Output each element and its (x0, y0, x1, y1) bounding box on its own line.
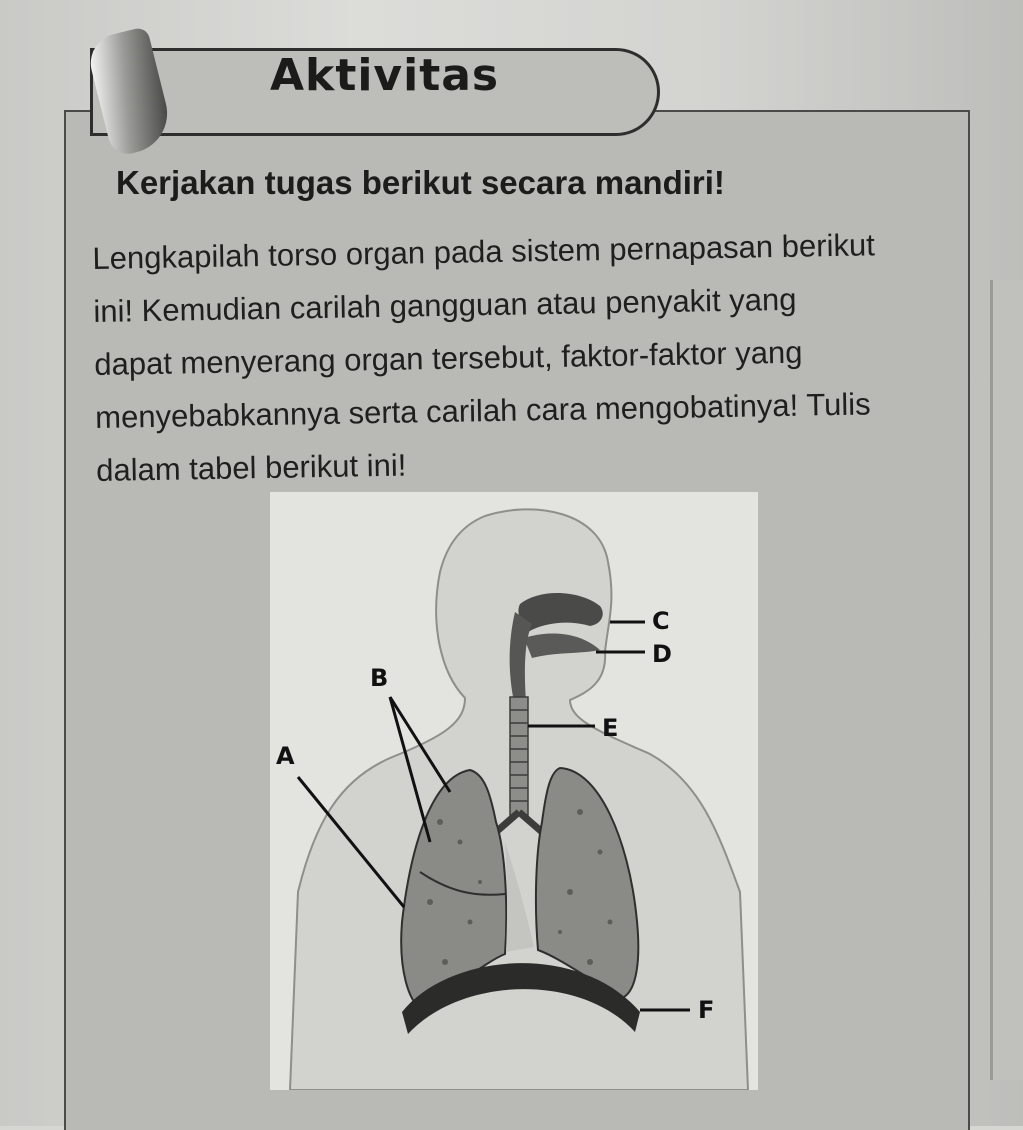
next-page-edge (990, 280, 1023, 1080)
respiratory-system-figure (270, 492, 758, 1090)
task-line: Lengkapilah torso organ pada sistem pernapasan berikut (92, 227, 876, 276)
label-c: C (652, 607, 670, 635)
trachea (510, 697, 528, 815)
label-e: E (602, 714, 619, 742)
task-description (92, 217, 956, 497)
task-line: ini! Kemudian carilah gangguan atau penyakit yang (93, 281, 797, 329)
label-a: A (276, 742, 295, 770)
task-line: dapat menyerang organ tersebut, faktor-faktor yang (94, 334, 803, 382)
task-line: dalam tabel berikut ini! (95, 447, 407, 488)
activity-title: Aktivitas (270, 50, 500, 101)
label-d: D (652, 640, 672, 668)
label-b: B (370, 664, 389, 692)
respiratory-diagram (270, 492, 758, 1090)
label-f: F (698, 996, 715, 1024)
task-line: menyebabkannya serta carilah cara mengobatinya! Tulis (94, 386, 871, 435)
instruction-heading: Kerjakan tugas berikut secara mandiri! (116, 164, 725, 201)
